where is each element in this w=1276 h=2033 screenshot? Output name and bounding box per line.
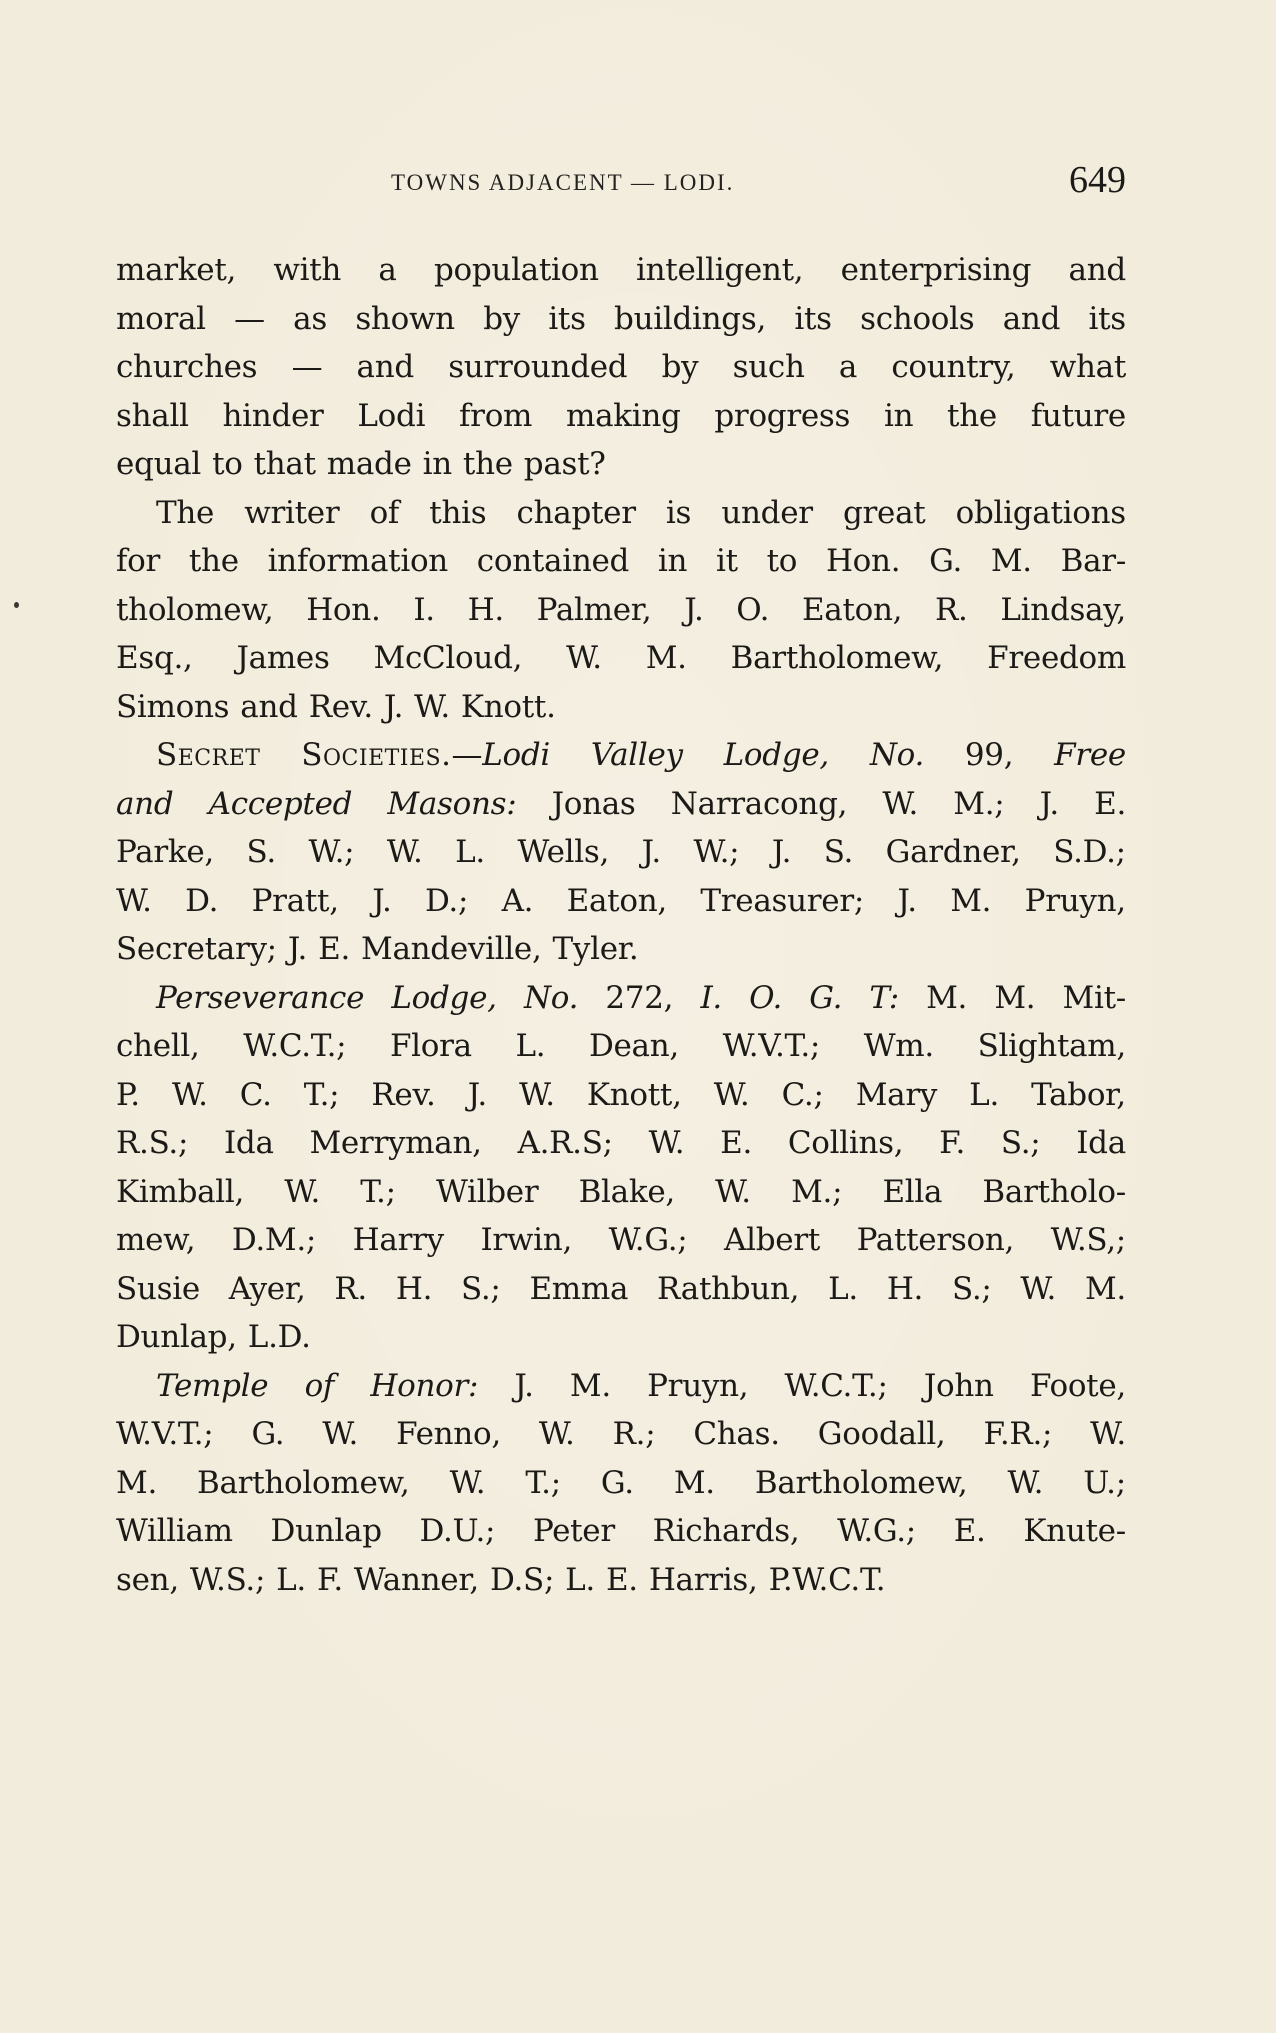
word: W.	[715, 1173, 751, 1210]
word: J.	[684, 591, 704, 628]
word: W.C.T.;	[243, 1028, 347, 1064]
text-line	[116, 974, 1126, 1023]
word: Harry	[352, 1222, 444, 1258]
word: Lodge,	[391, 979, 497, 1016]
word: E.	[1094, 785, 1126, 822]
word: chapter	[516, 494, 636, 531]
word: enterprising	[840, 252, 1032, 288]
word: churches	[116, 349, 258, 385]
word: D.M.;	[231, 1222, 317, 1258]
word: William	[116, 1513, 233, 1549]
text-line	[116, 537, 1126, 586]
word: Freedom	[987, 640, 1126, 676]
word: and	[1002, 300, 1061, 337]
word: S.;	[1000, 1125, 1041, 1161]
word: Mit-	[1062, 979, 1126, 1016]
word: S.	[246, 834, 276, 870]
word: W.	[449, 1464, 486, 1501]
word: W.	[414, 688, 450, 725]
text-line	[116, 1168, 1126, 1217]
word: D.;	[424, 882, 469, 919]
text-line	[116, 1313, 1126, 1362]
word: in	[883, 397, 914, 434]
word: W.S,;	[1050, 1222, 1126, 1258]
text-line	[116, 1459, 1126, 1508]
word: F.	[939, 1125, 966, 1161]
word: T:	[869, 979, 899, 1016]
word: T.;	[525, 1464, 561, 1501]
word: L.	[828, 1270, 858, 1307]
word: country,	[891, 349, 1016, 385]
word: made	[326, 446, 412, 482]
word: W.	[116, 882, 152, 919]
word: M.	[673, 1464, 715, 1501]
word: its	[1088, 300, 1126, 337]
word: Irwin,	[480, 1222, 573, 1258]
word: is	[665, 494, 692, 531]
word: by	[483, 300, 520, 337]
word: Goodall,	[817, 1416, 946, 1452]
word: Peter	[532, 1513, 615, 1549]
word: R.S.;	[116, 1125, 189, 1161]
word: 272,	[605, 979, 674, 1016]
word: Knute-	[1023, 1513, 1126, 1549]
word: F.	[316, 1561, 343, 1598]
word: writer	[244, 494, 340, 531]
word: E.	[318, 931, 350, 967]
word: Knott.	[460, 688, 556, 725]
text-line	[116, 586, 1126, 635]
word: W.;	[693, 834, 740, 870]
word: the	[462, 446, 513, 482]
word: Rathbun,	[657, 1270, 800, 1307]
word: Lodge,	[723, 737, 829, 773]
text-line	[116, 440, 1126, 489]
word: Free	[1054, 737, 1126, 773]
word: Flora	[389, 1028, 472, 1064]
word: Wanner,	[353, 1561, 479, 1598]
text-line	[116, 1507, 1126, 1556]
paragraph	[116, 731, 1126, 974]
word: Patterson,	[856, 1222, 1015, 1258]
word: J.	[287, 931, 308, 967]
word: G.	[251, 1416, 285, 1452]
word: A.	[501, 882, 534, 919]
word: Temple	[156, 1367, 269, 1404]
text-line	[116, 1362, 1126, 1411]
word: No.	[523, 979, 579, 1016]
word: W.	[322, 1416, 359, 1452]
word: M.	[1084, 1270, 1126, 1307]
text-line	[116, 1265, 1126, 1314]
word: D.U.;	[419, 1513, 496, 1549]
word: progress	[714, 397, 851, 434]
word: that	[253, 446, 316, 482]
word: and	[116, 785, 174, 822]
word: Hon.	[825, 543, 901, 579]
word: W.	[284, 1173, 321, 1210]
word: M.	[926, 979, 968, 1016]
word: —	[234, 300, 265, 337]
word: to	[766, 543, 798, 579]
word: P.W.C.T.	[768, 1561, 886, 1598]
running-head: TOWNS ADJACENT — LODI.	[391, 170, 735, 195]
word: F.R.;	[983, 1416, 1053, 1452]
word: Wells,	[517, 834, 610, 870]
word: L.	[565, 1561, 595, 1598]
word: under	[721, 494, 813, 531]
word: C.;	[781, 1076, 824, 1113]
word: J.	[641, 834, 661, 870]
word: and	[1068, 252, 1126, 288]
word: D.	[185, 882, 219, 919]
word: this	[429, 494, 487, 531]
word: —	[291, 349, 323, 385]
word: Societies.—Lodi	[301, 737, 551, 773]
word: Simons	[116, 688, 230, 725]
word: the	[188, 543, 239, 579]
word: J.	[1039, 785, 1059, 822]
text-line	[116, 1216, 1126, 1265]
word: W.V.T.;	[722, 1028, 821, 1064]
word: intelligent,	[636, 252, 804, 288]
word: A.R.S;	[517, 1125, 613, 1161]
word: O.	[736, 591, 770, 628]
word: Pruyn,	[647, 1367, 749, 1404]
word: W.;	[308, 834, 355, 870]
word: of	[369, 494, 400, 531]
word: S.D.;	[1053, 834, 1126, 870]
word: Chas.	[693, 1416, 780, 1452]
word: Fenno,	[396, 1416, 501, 1452]
word: Eaton,	[801, 591, 903, 628]
word: W.	[713, 1076, 750, 1113]
word: I.	[413, 591, 435, 628]
word: Knott,	[586, 1076, 682, 1113]
word: Susie	[116, 1270, 200, 1307]
word: R.;	[612, 1416, 656, 1452]
word: population	[433, 252, 599, 288]
word: J.	[514, 1367, 534, 1404]
word: shown	[355, 300, 455, 337]
word: T.;	[303, 1076, 340, 1113]
text-line	[116, 877, 1126, 926]
word: of	[304, 1367, 335, 1404]
word: Dunlap,	[116, 1319, 237, 1355]
text-line	[116, 925, 1126, 974]
word: W.G.;	[608, 1222, 688, 1258]
paragraph	[116, 974, 1126, 1362]
word: obligations	[955, 494, 1126, 531]
paragraph	[116, 246, 1126, 489]
word: W.	[648, 1125, 685, 1161]
word: Mandeville,	[361, 931, 542, 967]
word: Rev.	[371, 1076, 436, 1113]
word: M.;	[791, 1173, 843, 1210]
text-line	[116, 1410, 1126, 1459]
word: tholomew,	[116, 591, 274, 628]
word: L.	[276, 1561, 306, 1598]
word: S.;	[461, 1270, 501, 1307]
word: information	[267, 543, 448, 579]
word: Parke,	[116, 834, 214, 870]
text-line	[116, 683, 1126, 732]
word: W.G.;	[837, 1513, 916, 1549]
text-line	[116, 392, 1126, 441]
word: Gardner,	[885, 834, 1021, 870]
word: with	[273, 252, 342, 288]
text-line	[116, 1022, 1126, 1071]
word: Treasurer;	[700, 882, 865, 919]
word: Ida	[223, 1125, 274, 1161]
word: R.	[334, 1270, 367, 1307]
word: surrounded	[448, 349, 628, 385]
word: W.	[386, 834, 423, 870]
word: in	[657, 543, 688, 579]
word: E.	[720, 1125, 753, 1161]
word: James	[236, 640, 330, 676]
word: Emma	[529, 1270, 629, 1307]
word: sen,	[116, 1561, 179, 1598]
word: Dunlap	[270, 1513, 382, 1549]
word: buildings,	[614, 300, 767, 337]
word: M.	[645, 640, 687, 676]
paragraph	[116, 489, 1126, 732]
word: U.;	[1083, 1464, 1126, 1501]
word: future	[1030, 397, 1126, 434]
word: moral	[116, 300, 206, 337]
word: and	[240, 688, 298, 725]
word: Dean,	[588, 1028, 679, 1064]
word: W.	[566, 640, 602, 676]
word: Masons:	[387, 785, 517, 822]
word: Secretary;	[116, 931, 277, 967]
word: G.	[600, 1464, 634, 1501]
word: for	[116, 543, 161, 579]
word: past?	[523, 446, 606, 482]
word: Honor:	[370, 1367, 479, 1404]
text-line	[116, 343, 1126, 392]
word: I.	[700, 979, 722, 1016]
word: Bar-	[1060, 543, 1126, 579]
word: Merryman,	[309, 1125, 482, 1161]
word: W.	[882, 785, 919, 822]
word: John	[923, 1367, 994, 1404]
word: M.	[116, 1464, 157, 1501]
word: chell,	[116, 1028, 200, 1064]
word: E.	[953, 1513, 986, 1549]
word: Bartholo-	[982, 1173, 1126, 1210]
word: great	[842, 494, 926, 531]
text-line	[116, 1071, 1126, 1120]
word: Hon.	[306, 591, 381, 628]
word: contained	[476, 543, 630, 579]
text-line	[116, 1556, 1126, 1605]
word: hinder	[222, 397, 324, 434]
word: M.	[994, 979, 1036, 1016]
word: market,	[116, 252, 237, 288]
word: P.	[116, 1076, 140, 1113]
word: the	[947, 397, 997, 434]
word: a	[838, 349, 858, 385]
word: in	[422, 446, 452, 482]
word: Ida	[1076, 1125, 1126, 1161]
word: making	[565, 397, 681, 434]
text-line	[116, 828, 1126, 877]
word: S.;	[951, 1270, 992, 1307]
word: as	[293, 300, 327, 337]
word: W.	[1007, 1464, 1044, 1501]
word: M.	[569, 1367, 611, 1404]
text-line	[116, 731, 1126, 780]
word: Lodi	[357, 397, 426, 434]
word: T.;	[360, 1173, 396, 1210]
word: J.	[771, 834, 792, 870]
word: Jonas	[551, 785, 636, 822]
word: M.;	[953, 785, 1005, 822]
body-text	[116, 246, 1126, 1604]
word: J.	[372, 882, 392, 919]
word: The	[156, 494, 215, 531]
word: D.S;	[490, 1561, 555, 1598]
text-line	[116, 634, 1126, 683]
word: equal	[116, 446, 202, 482]
text-line	[116, 780, 1126, 829]
word: Harris,	[648, 1561, 758, 1598]
word: C.	[239, 1076, 272, 1113]
word: W.S.;	[189, 1561, 266, 1598]
word: H.	[886, 1270, 924, 1307]
word: schools	[860, 300, 975, 337]
word: Tyler.	[552, 931, 639, 967]
word: Collins,	[787, 1125, 904, 1161]
word: Richards,	[652, 1513, 800, 1549]
word: Slightam,	[977, 1028, 1126, 1064]
word: Perseverance	[156, 979, 365, 1016]
word: Foote,	[1029, 1367, 1126, 1404]
word: its	[548, 300, 586, 337]
word: shall	[116, 397, 189, 434]
word: Kimball,	[116, 1173, 245, 1210]
word: W.	[519, 1076, 555, 1113]
word: Wm.	[863, 1028, 934, 1064]
word: O.	[749, 979, 783, 1016]
word: H.	[395, 1270, 433, 1307]
word: Ayer,	[228, 1270, 306, 1307]
word: what	[1049, 349, 1126, 385]
word: Esq.,	[116, 640, 193, 676]
word: L.	[455, 834, 485, 870]
word: L.D.	[247, 1319, 311, 1355]
word: Rev.	[308, 688, 373, 725]
word: Ella	[882, 1173, 943, 1210]
word: 99,	[964, 737, 1014, 773]
word: W.	[538, 1416, 575, 1452]
word: G.	[929, 543, 963, 579]
word: mew,	[116, 1222, 196, 1258]
word: H.	[467, 591, 504, 628]
word: Narracong,	[670, 785, 848, 822]
word: Accepted	[208, 785, 353, 822]
word: L.	[515, 1028, 546, 1064]
word: such	[732, 349, 805, 385]
word: Pruyn,	[1024, 882, 1126, 919]
word: Blake,	[578, 1173, 675, 1210]
word: its	[794, 300, 832, 337]
word: Tabor,	[1031, 1076, 1126, 1113]
word: Wilber	[435, 1173, 539, 1210]
word: to	[212, 446, 243, 482]
page-number: 649	[1069, 159, 1126, 201]
word: a	[378, 252, 397, 288]
word: and	[356, 349, 414, 385]
page-header	[116, 156, 1126, 216]
word: L.	[969, 1076, 1000, 1113]
word: R.	[934, 591, 968, 628]
text-line	[116, 489, 1126, 538]
word: W.C.T.;	[784, 1367, 888, 1404]
text-line	[116, 1119, 1126, 1168]
word: J.	[383, 688, 404, 725]
word: J.	[467, 1076, 487, 1113]
word: McCloud,	[373, 640, 523, 676]
word: M.	[990, 543, 1032, 579]
word: Palmer,	[536, 591, 652, 628]
word: Bartholomew,	[754, 1464, 968, 1501]
word: S.	[823, 834, 854, 870]
word: W.V.T.;	[116, 1416, 214, 1452]
word: it	[716, 543, 738, 579]
word: Valley	[590, 737, 683, 773]
word: W.	[171, 1076, 208, 1113]
word: Bartholomew,	[197, 1464, 410, 1501]
word: W.	[1020, 1270, 1057, 1307]
word: Secret	[156, 737, 261, 773]
paragraph	[116, 1362, 1126, 1605]
word: Lindsay,	[1000, 591, 1126, 628]
word: Pratt,	[251, 882, 339, 919]
word: Eaton,	[566, 882, 667, 919]
word: Albert	[724, 1222, 820, 1258]
word: W.	[1090, 1416, 1126, 1452]
word: by	[661, 349, 699, 385]
text-line	[116, 246, 1126, 295]
word: E.	[605, 1561, 638, 1598]
text-line	[116, 295, 1126, 344]
word: G.	[809, 979, 843, 1016]
word: J.	[897, 882, 917, 919]
word: M.	[950, 882, 992, 919]
word: Mary	[855, 1076, 938, 1113]
word: Bartholomew,	[730, 640, 944, 676]
margin-speck	[14, 602, 19, 608]
word: No.	[869, 737, 925, 773]
word: from	[459, 397, 533, 434]
